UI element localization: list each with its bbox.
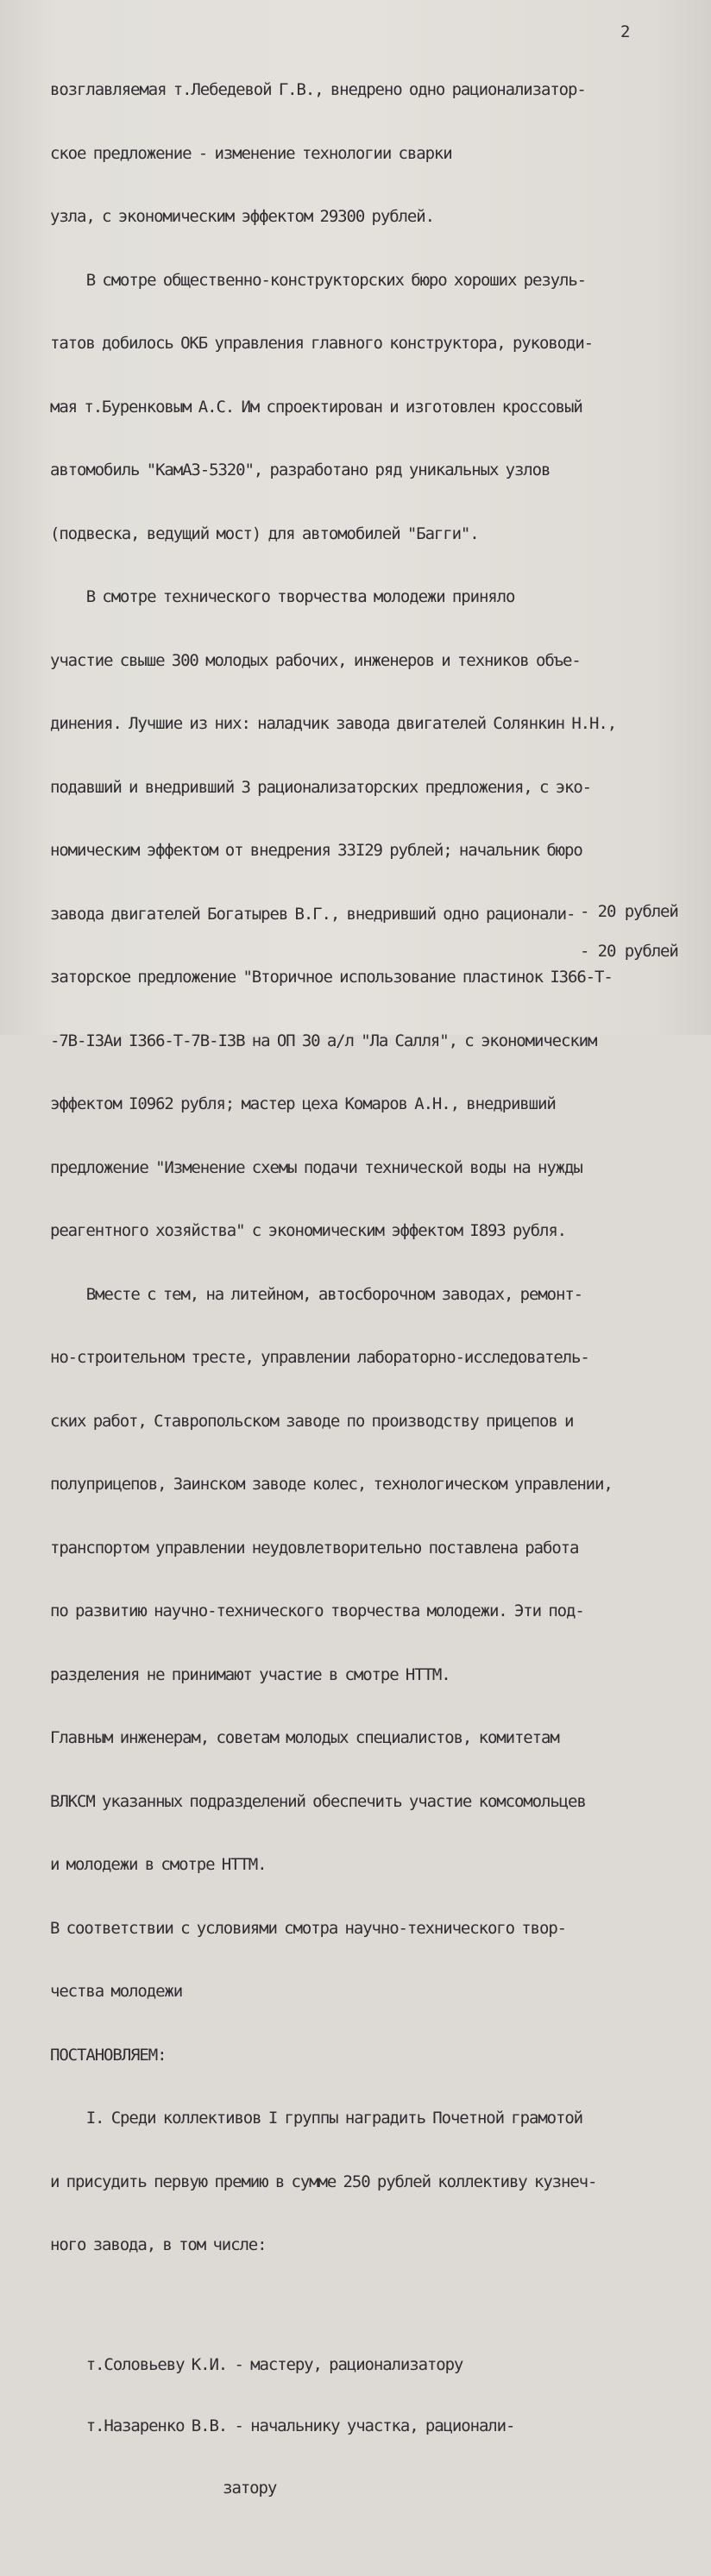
text-line: автомобиль "КамАЗ-5320", разработано ряд уникальных узлов	[50, 461, 551, 479]
text-line: ВЛКСМ указанных подразделений обеспечить участие комсомольцев	[50, 1791, 586, 1811]
text-line: I. Среди коллективов I группы наградить Почетной грамотой	[50, 2109, 583, 2128]
text-line: ских работ, Ставропольском заводе по производству прицепов и	[50, 1411, 574, 1431]
text-line: мая т.Буренковым А.С. Им спроектирован и изготовлен кроссовый	[50, 397, 582, 417]
text-line: и молодежи в смотре НТТМ.	[50, 1855, 267, 1874]
text-line: В смотре общественно-конструкторских бюро хороших резуль-	[50, 270, 587, 290]
text-line: В соответствии с условиями смотра научно-технического твор-	[50, 1918, 566, 1938]
text-line: реагентного хозяйства" с экономическим эффектом I893 рубля.	[50, 1221, 566, 1240]
text-line: ское предложение - изменение технологии сварки	[50, 143, 452, 163]
award-line: затору	[50, 2478, 277, 2498]
award-line: т.Назаренко В.В. - начальнику участка, рационали-	[50, 2416, 515, 2435]
text-line: ного завода, в том числе:	[50, 2235, 267, 2254]
award-list	[50, 2316, 706, 2539]
text-line: разделения не принимают участие в смотре НТТМ.	[50, 1664, 450, 1684]
text-line: узла, с экономическим эффектом 29300 рублей.	[50, 207, 434, 226]
text-line: и присудить первую премию в сумме 250 рублей коллективу кузнеч-	[50, 2172, 597, 2191]
text-line: полуприцепов, Заинском заводе колес, технологическом управлении,	[50, 1475, 613, 1494]
page-number: 2	[620, 22, 631, 41]
text-line: заторское предложение "Вторичное использование пластинок I366-Т-	[50, 968, 613, 987]
award-amount: - 20 рублей	[580, 902, 678, 921]
text-line: завода двигателей Богатырев В.Г., внедривший одно рационали-	[50, 904, 576, 924]
text-line: татов добилось ОКБ управления главного конструктора, руководи-	[50, 334, 594, 353]
document-body	[50, 40, 706, 2576]
text-line: (подвеска, ведущий мост) для автомобилей "Багги".	[50, 523, 479, 543]
award-amount: - 20 рублей	[580, 942, 678, 961]
text-line: динения. Лучшие из них: наладчик завода двигателей Солянкин Н.Н.,	[50, 714, 617, 733]
text-line: возглавляемая т.Лебедевой Г.В., внедрено одно рационализатор-	[50, 80, 586, 99]
text-line: участие свыше 300 молодых рабочих, инженеров и техников объе-	[50, 650, 581, 670]
text-line: предложение "Изменение схемы подачи технической воды на нужды	[50, 1157, 582, 1177]
text-line: по развитию научно-технического творчества молодежи. Эти под-	[50, 1601, 584, 1620]
text-line: транспортом управлении неудовлетворительно поставлена работа	[50, 1538, 579, 1558]
text-line: эффектом I0962 рубля; мастер цеха Комаров А.Н., внедривший	[50, 1094, 556, 1113]
text-line: -7В-I3Аи I366-Т-7В-I3В на ОП 30 а/л "Ла Салля", с экономическим	[50, 1031, 597, 1050]
text-line: Главным инженерам, советам молодых специалистов, комитетам	[50, 1728, 559, 1747]
text-line: подавший и внедривший 3 рационализаторских предложения, с эко-	[50, 777, 592, 797]
text-line: ПОСТАНОВЛЯЕМ:	[50, 2045, 167, 2065]
text-line: но-строительном тресте, управлении лабораторно-исследователь-	[50, 1348, 589, 1367]
text-line: номическим эффектом от внедрения 33I29 рублей; начальник бюро	[50, 841, 582, 860]
text-line: чества молодежи	[50, 1982, 183, 2001]
text-line: В смотре технического творчества молодежи приняло	[50, 587, 515, 606]
text-line: Вместе с тем, на литейном, автосборочном заводах, ремонт-	[50, 1284, 583, 1304]
award-line: т.Соловьеву К.И. - мастеру, рационализатору	[50, 2354, 463, 2374]
